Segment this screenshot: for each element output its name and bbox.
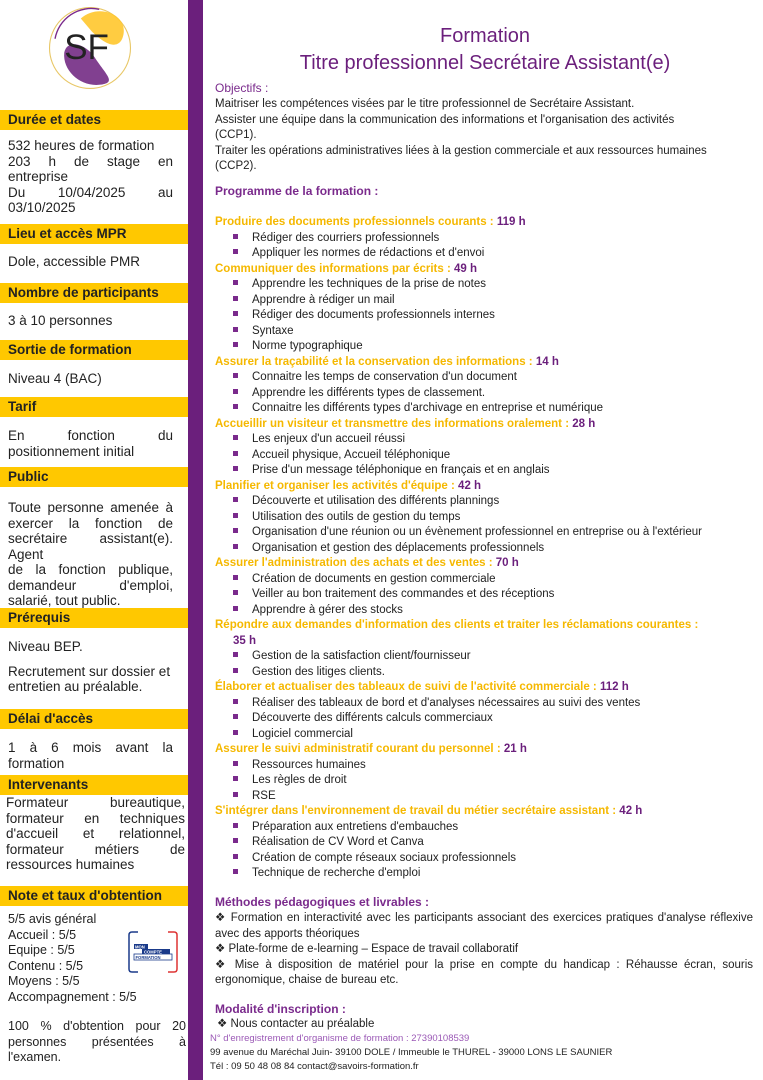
objectives-text <box>215 97 755 175</box>
module-item-text: Ressources humaines <box>252 758 366 771</box>
square-bullet-icon <box>233 575 238 580</box>
diamond-bullet-icon: ❖ <box>215 912 231 924</box>
square-bullet-icon <box>233 234 238 239</box>
module-item <box>233 697 640 709</box>
section-body-prerequis <box>8 639 173 695</box>
diamond-bullet-icon: ❖ <box>217 1018 231 1030</box>
page-title-line1: Formation <box>439 25 531 47</box>
text-line: Accompagnement : 5/5 <box>8 989 137 1004</box>
module-item-text: Apprendre les techniques de la prise de notes <box>252 278 486 290</box>
module-item-text: Technique de recherche d'emploi <box>252 867 421 879</box>
footer-contact: Tél : 09 50 48 08 84 contact@savoirs-formation.fr <box>210 1061 419 1072</box>
square-bullet-icon <box>233 451 238 456</box>
module-item-text: Connaitre les temps de conservation d'un document <box>252 371 517 383</box>
inscription-label: Modalité d'inscription : <box>215 1002 346 1016</box>
svg-text:SF: SF <box>64 28 109 68</box>
text-line: formateur métiers de <box>6 841 185 857</box>
text-line: 03/10/2025 <box>8 200 76 215</box>
text-line: d'accueil et relationnel, <box>6 826 185 841</box>
text-line: de la fonction publique, <box>8 562 173 577</box>
module-title <box>215 263 477 275</box>
module-item <box>233 774 347 786</box>
text-line: 100 % d'obtention pour 20 <box>8 1019 186 1033</box>
text-line: 203 h de stage en <box>8 153 173 169</box>
method-text: Formation en interactivité avec les participants associant des exercices pratiques d'analyse réflexive avec des apports théoriques <box>215 912 753 940</box>
module-item <box>233 867 420 879</box>
section-header-intervenants: Intervenants <box>0 775 188 795</box>
module-hours: 42 h <box>458 479 482 492</box>
module-item-text: Rédiger des documents professionnels internes <box>252 309 495 321</box>
text-line: personnes présentées à <box>8 1034 186 1049</box>
module-item <box>233 666 385 678</box>
section-header-public: Public <box>0 467 188 487</box>
section-body-participants <box>8 313 173 329</box>
module-item <box>233 604 403 616</box>
text-line: Equipe : 5/5 <box>8 943 75 957</box>
module-item <box>233 402 603 414</box>
module-hours: 14 h <box>535 355 559 368</box>
text-line: ressources humaines <box>6 857 135 872</box>
square-bullet-icon <box>233 373 238 378</box>
module-item-text: Connaitre les différents types d'archivage en entreprise et numérique <box>252 402 604 414</box>
module-item-text: Gestion de la satisfaction client/fournisseur <box>252 650 471 662</box>
module-hours-wrap <box>233 635 256 647</box>
square-bullet-icon <box>233 714 238 719</box>
section-header-delai: Délai d'accès <box>0 709 188 729</box>
module-title <box>215 480 481 492</box>
badge-line3: FORMATION <box>135 954 161 960</box>
module-item <box>233 232 439 244</box>
text-line: Accueil : 5/5 <box>8 927 77 942</box>
text-line: Formateur bureautique, <box>6 795 185 810</box>
module-item-text: Apprendre à gérer des stocks <box>252 603 403 616</box>
page-title-line2: Titre professionnel Secrétaire Assistant(e) <box>299 52 671 74</box>
square-bullet-icon <box>233 869 238 874</box>
module-title-text: Communiquer des informations par écrits : <box>215 262 451 275</box>
text-line: salarié, tout public. <box>8 593 121 608</box>
text-line: Du 10/04/2025 au <box>8 184 173 200</box>
text-line: Moyens : 5/5 <box>8 974 80 988</box>
text-line: Toute personne amenée à <box>8 500 173 515</box>
square-bullet-icon <box>233 249 238 254</box>
module-title-text: S'intégrer dans l'environnement de travail du métier secrétaire assistant : <box>215 805 617 817</box>
diamond-bullet-icon: ❖ <box>215 958 235 971</box>
module-item <box>233 340 363 352</box>
objective-line: Maitriser les compétences visées par le titre professionnel de Secrétaire Assistant. <box>215 98 635 110</box>
module-item <box>233 821 458 833</box>
module-title <box>215 557 519 569</box>
module-item-text: Prise d'un message téléphonique en français et en anglais <box>252 464 550 476</box>
module-item-text: Utilisation des outils de gestion du temps <box>252 510 461 523</box>
inscription-item <box>217 1017 757 1033</box>
module-item <box>233 495 499 507</box>
method-text: Plate-forme de e-learning – Espace de travail collaboratif <box>228 943 519 955</box>
square-bullet-icon <box>233 435 238 440</box>
text-line: 532 heures de formation <box>8 138 155 153</box>
module-title-text: Assurer l'administration des achats et des ventes : <box>215 557 493 569</box>
square-bullet-icon <box>233 327 238 332</box>
objective-line: (CCP1). <box>215 129 257 141</box>
objective-line: (CCP2). <box>215 160 257 172</box>
module-item <box>233 449 450 461</box>
module-title-text: Répondre aux demandes d'information des clients et traiter les réclamations courantes : <box>215 619 699 631</box>
text-line: l'examen. <box>8 1050 62 1064</box>
module-item-text: Gestion des litiges clients. <box>252 665 385 678</box>
square-bullet-icon <box>233 513 238 518</box>
text-line: Contenu : 5/5 <box>8 958 84 973</box>
module-item <box>233 650 471 662</box>
module-title <box>215 356 559 368</box>
module-item <box>233 247 484 259</box>
module-hours: 70 h <box>495 557 519 569</box>
method-text: Mise à disposition de matériel pour la prise en compte du handicap : Réhausse écran, souris ergonomique, chaise de bureau etc. <box>215 958 753 986</box>
text-line: Niveau BEP. <box>8 639 83 654</box>
module-item-text: Logiciel commercial <box>252 727 353 740</box>
sidebar <box>0 0 188 1080</box>
module-item-text: Réalisation de CV Word et Canva <box>252 836 424 848</box>
module-item <box>233 728 353 740</box>
module-title-text: Planifier et organiser les activités d'équipe : <box>215 479 455 492</box>
module-hours: 42 h <box>619 805 643 817</box>
square-bullet-icon <box>233 838 238 843</box>
module-item <box>233 588 554 600</box>
square-bullet-icon <box>233 730 238 735</box>
module-item-text: Création de compte réseaux sociaux professionnels <box>252 851 517 864</box>
module-item <box>233 278 486 290</box>
section-header-sortie: Sortie de formation <box>0 340 188 360</box>
module-item <box>233 294 395 306</box>
module-title <box>215 418 595 430</box>
text-line: exercer la fonction de <box>8 515 173 531</box>
objective-line: Traiter les opérations administratives liées à la gestion commerciale et aux ressources humaines <box>215 144 707 157</box>
text-line: Recrutement sur dossier et <box>8 663 171 679</box>
module-item <box>233 511 460 523</box>
methods-list <box>215 911 753 989</box>
module-item-text: Syntaxe <box>252 324 294 337</box>
methods-label: Méthodes pédagogiques et livrables : <box>215 895 430 909</box>
square-bullet-icon <box>233 823 238 828</box>
badge-line1: MON <box>135 944 145 950</box>
module-title <box>215 216 526 228</box>
module-item <box>233 712 493 724</box>
module-hours: 28 h <box>572 417 596 430</box>
module-title-text: Assurer la traçabilité et la conservation des informations : <box>215 355 533 368</box>
badge-line2: COMPTE <box>144 949 162 955</box>
section-body-delai <box>8 740 173 771</box>
module-hours: 21 h <box>503 743 527 755</box>
square-bullet-icon <box>233 296 238 301</box>
square-bullet-icon <box>233 404 238 409</box>
section-body-sortie <box>8 371 173 387</box>
module-item-text: Veiller au bon traitement des commandes et des réceptions <box>252 588 555 600</box>
objective-line: Assister une équipe dans la communication des informations et l'organisation des activités <box>215 113 675 126</box>
section-body-intervenants <box>6 795 185 873</box>
section-body-tarif <box>8 428 173 459</box>
objectives-label: Objectifs : <box>215 81 269 95</box>
method-item <box>215 911 753 942</box>
module-item <box>233 836 424 848</box>
square-bullet-icon <box>233 544 238 549</box>
text-line: entretien au préalable. <box>8 679 143 694</box>
programme-label: Programme de la formation : <box>215 184 379 198</box>
module-item-text: Norme typographique <box>252 340 363 352</box>
section-header-note: Note et taux d'obtention <box>0 886 188 906</box>
text-line: 5/5 avis général <box>8 912 97 926</box>
module-hours: 49 h <box>454 262 478 275</box>
square-bullet-icon <box>233 854 238 859</box>
module-title-text: Produire des documents professionnels courants : <box>215 216 494 228</box>
module-item <box>233 542 544 554</box>
section-header-duree: Durée et dates <box>0 110 188 130</box>
section-body-duree <box>8 138 173 216</box>
module-item <box>233 464 550 476</box>
section-header-lieu: Lieu et accès MPR <box>0 224 188 244</box>
module-item-text: Accueil physique, Accueil téléphonique <box>252 448 451 461</box>
square-bullet-icon <box>233 311 238 316</box>
text-line: 3 à 10 personnes <box>8 313 113 328</box>
text-line: positionnement initial <box>8 443 135 459</box>
module-item-text: Découverte des différents calculs commerciaux <box>252 712 493 724</box>
text-line: secrétaire assistant(e). Agent <box>8 531 173 562</box>
square-bullet-icon <box>233 668 238 673</box>
sf-logo-icon <box>44 2 136 94</box>
diamond-bullet-icon: ❖ <box>215 943 229 955</box>
text-line: entreprise <box>8 169 69 184</box>
section-header-prerequis: Prérequis <box>0 608 188 628</box>
module-title-text: Assurer le suivi administratif courant du personnel : <box>215 743 501 755</box>
module-hours: 112 h <box>599 681 629 693</box>
footer-registration: N° d'enregistrement d'organisme de formation : 27390108539 <box>210 1033 470 1044</box>
text-line: Niveau 4 (BAC) <box>8 371 102 386</box>
square-bullet-icon <box>233 606 238 611</box>
module-item-text: Apprendre les différents types de classement. <box>252 386 486 399</box>
module-hours: 35 h <box>233 634 257 647</box>
method-item <box>215 942 753 958</box>
module-item-text: Appliquer les normes de rédactions et d'envoi <box>252 247 485 259</box>
mon-compte-formation-badge <box>128 930 178 974</box>
module-item-text: Création de documents en gestion commerciale <box>252 572 496 585</box>
module-title-text: Accueillir un visiteur et transmettre des informations oralement : <box>215 417 570 430</box>
module-item-text: Découverte et utilisation des différents plannings <box>252 495 500 507</box>
module-item <box>233 526 702 538</box>
module-item <box>233 325 294 337</box>
square-bullet-icon <box>233 590 238 595</box>
square-bullet-icon <box>233 761 238 766</box>
square-bullet-icon <box>233 528 238 533</box>
module-item-text: RSE <box>252 789 276 802</box>
module-item-text: Apprendre à rédiger un mail <box>252 293 395 306</box>
text-line: formateur en techniques <box>6 810 185 826</box>
module-item <box>233 790 276 802</box>
text-line: En fonction du <box>8 428 173 443</box>
section-body-lieu <box>8 254 173 270</box>
module-item-text: Les enjeux d'un accueil réussi <box>252 433 406 445</box>
text-line: demandeur d'emploi, <box>8 577 173 593</box>
footer-address: 99 avenue du Maréchal Juin- 39100 DOLE / Immeuble le THUREL - 39000 LONS LE SAUNIER <box>210 1047 613 1058</box>
module-item-text: Organisation et gestion des déplacements professionnels <box>252 541 545 554</box>
module-item <box>233 309 495 321</box>
module-title <box>215 681 629 693</box>
section-header-participants: Nombre de participants <box>0 283 188 303</box>
section-header-tarif: Tarif <box>0 397 188 417</box>
text-line: formation <box>8 755 65 771</box>
vertical-divider-bar <box>188 0 203 1080</box>
module-item <box>233 573 496 585</box>
square-bullet-icon <box>233 652 238 657</box>
module-title <box>215 743 527 755</box>
module-item-text: Rédiger des courriers professionnels <box>252 231 440 244</box>
square-bullet-icon <box>233 342 238 347</box>
module-item <box>233 852 516 864</box>
module-item-text: Préparation aux entretiens d'embauches <box>252 820 459 833</box>
square-bullet-icon <box>233 497 238 502</box>
square-bullet-icon <box>233 792 238 797</box>
module-item <box>233 759 366 771</box>
method-item <box>215 958 753 989</box>
module-title-text: Élaborer et actualiser des tableaux de suivi de l'activité commerciale : <box>215 681 597 693</box>
module-item <box>233 371 517 383</box>
module-item-text: Les règles de droit <box>252 774 347 786</box>
module-item-text: Organisation d'une réunion ou un évènement professionnel en entreprise ou à l'extérieur <box>252 526 702 538</box>
module-item-text: Réaliser des tableaux de bord et d'analyses nécessaires au suivi des ventes <box>252 696 641 709</box>
module-title <box>215 805 642 817</box>
square-bullet-icon <box>233 389 238 394</box>
inscription-text: Nous contacter au préalable <box>230 1018 375 1030</box>
square-bullet-icon <box>233 699 238 704</box>
text-line: 1 à 6 mois avant la <box>8 740 173 755</box>
module-title <box>215 619 698 631</box>
square-bullet-icon <box>233 466 238 471</box>
square-bullet-icon <box>233 776 238 781</box>
text-line: Dole, accessible PMR <box>8 254 141 269</box>
section-body-public <box>8 500 173 609</box>
square-bullet-icon <box>233 280 238 285</box>
module-item <box>233 387 485 399</box>
module-item <box>233 433 405 445</box>
module-hours: 119 h <box>496 216 526 228</box>
